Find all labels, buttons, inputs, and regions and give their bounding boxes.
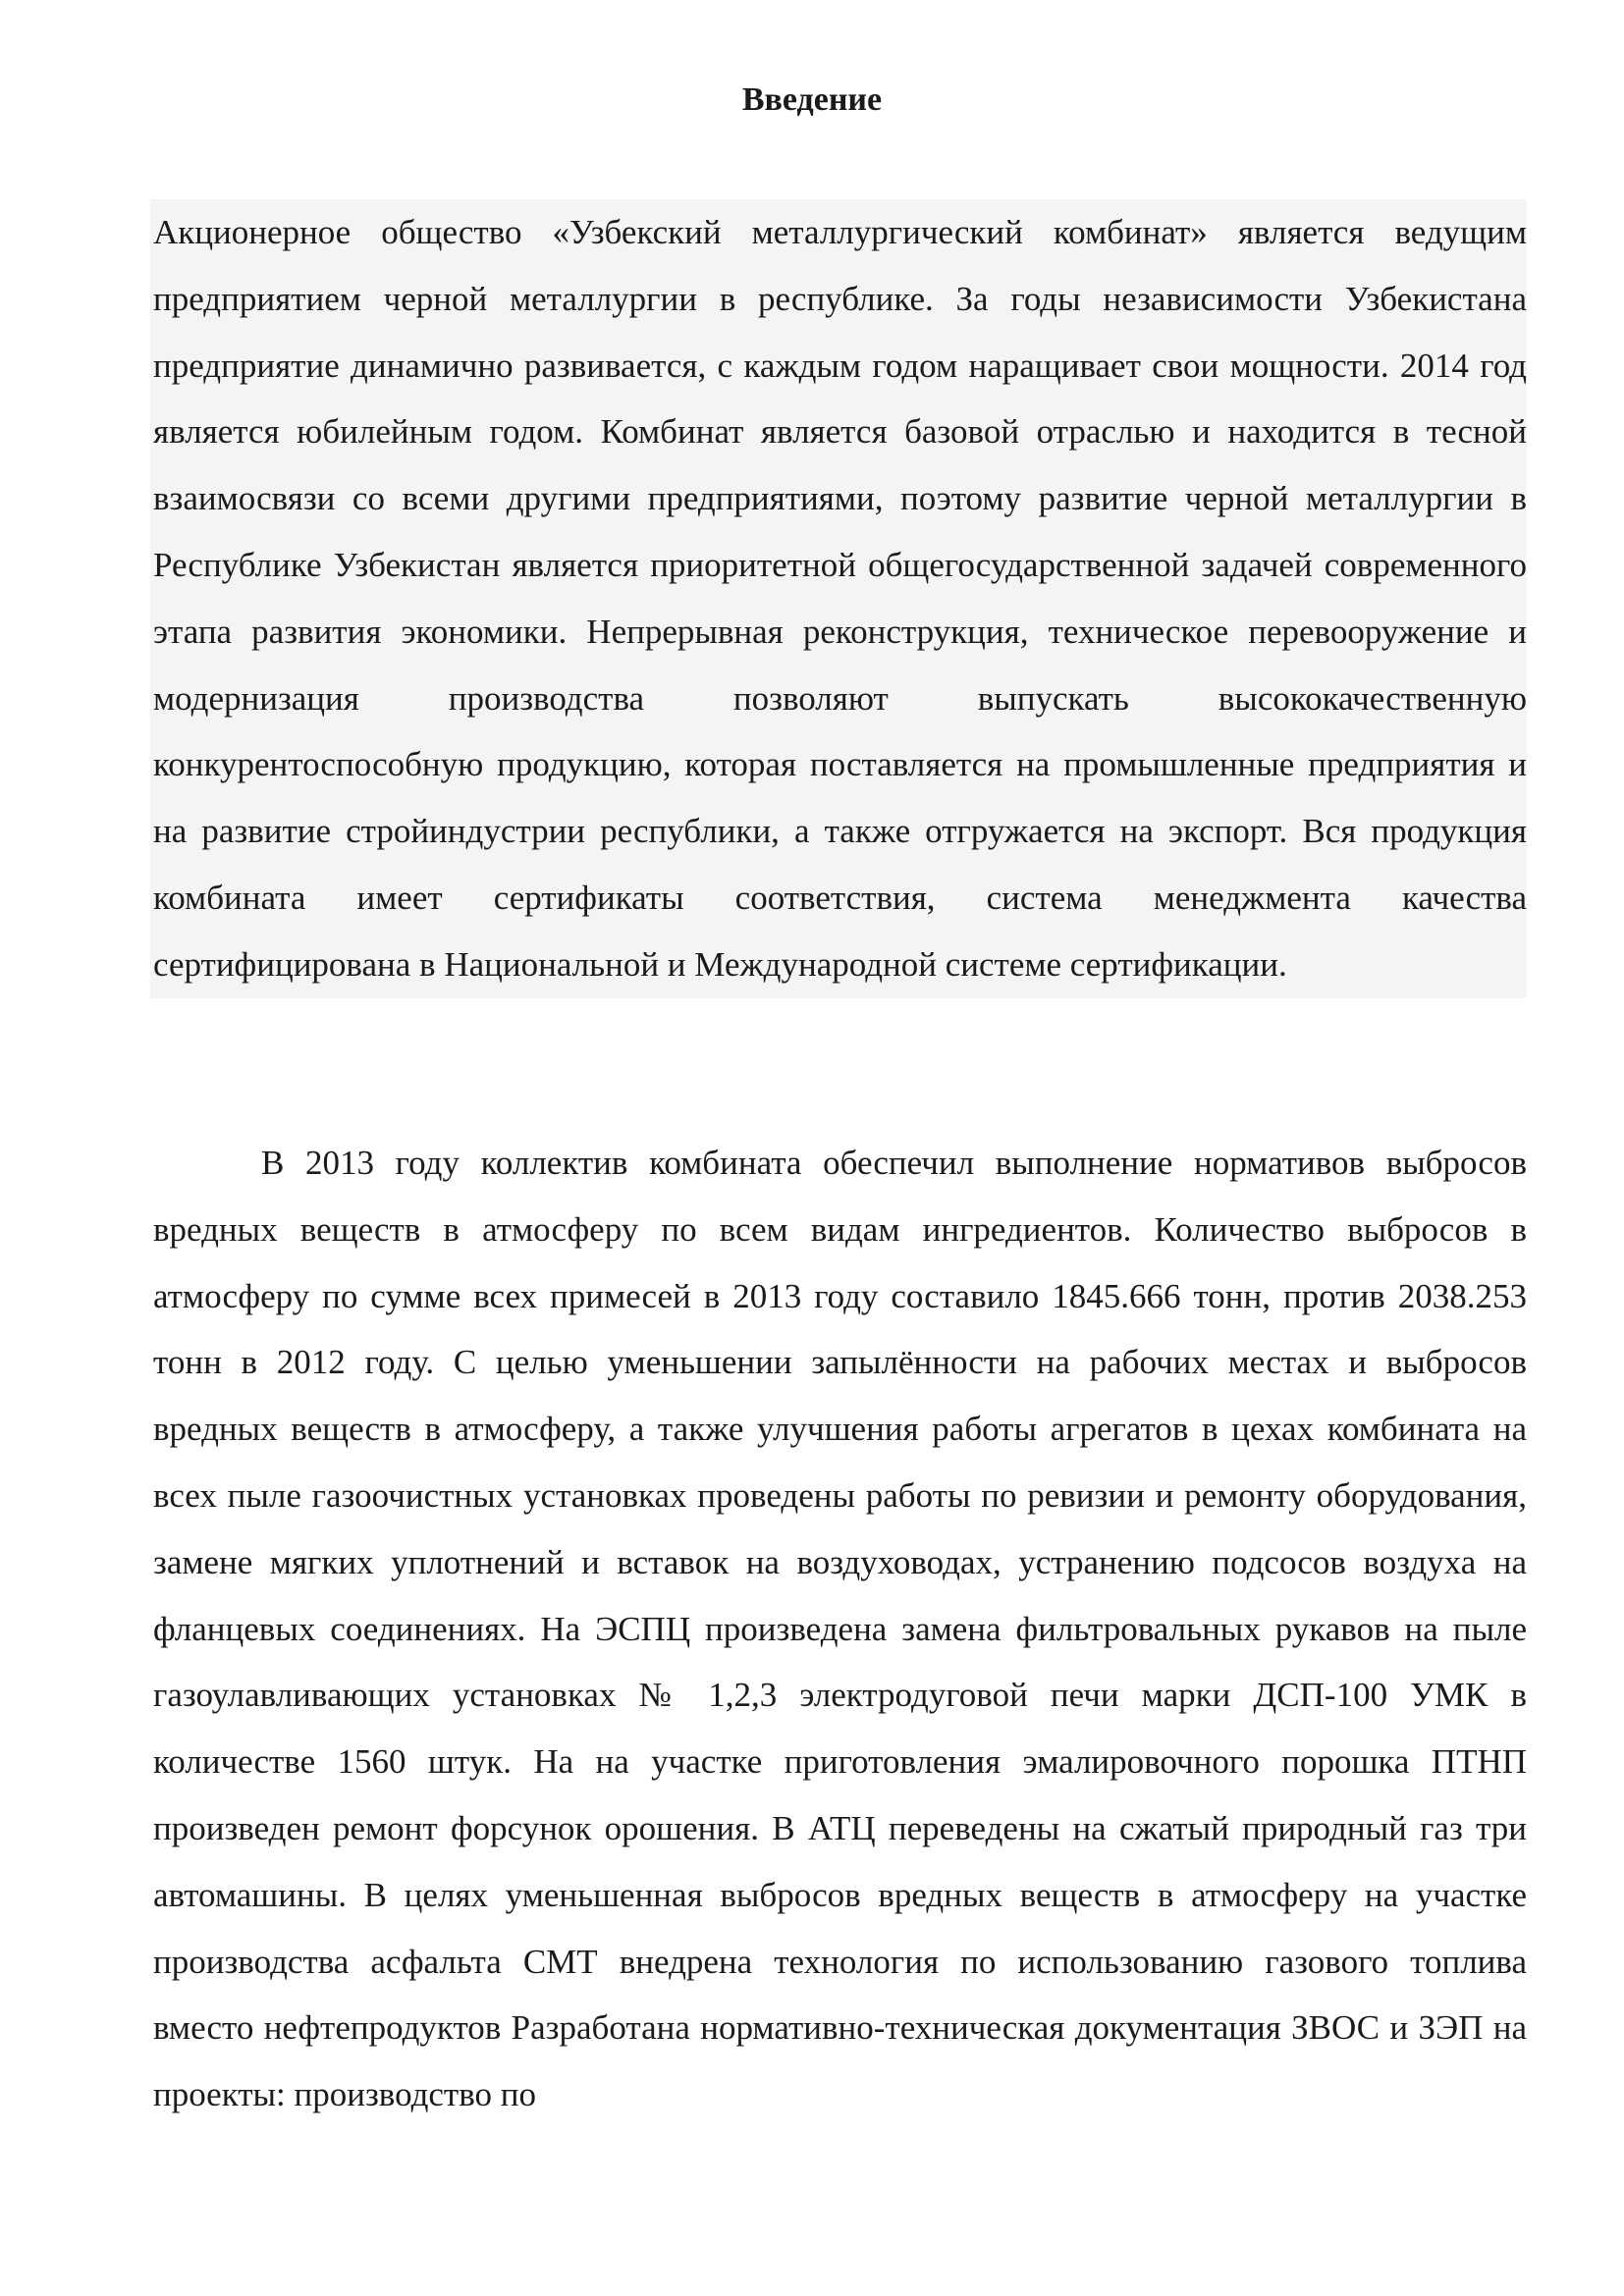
paragraph-emissions: В 2013 году коллектив комбината обеспечил выполнение нормативов выбросов вредных веществ в атмосферу по всем видам ингредиентов. Количество выбросов в атмосферу по сумме всех примесей в 2013 году составило 1845.666 тонн, против 2038.253 тонн в 2012 году. С целью уменьшении запылённости на рабочих местах и выбросов вредных веществ в атмосферу, а также улучшения работы агрегатов в цехах комбината на всех пыле газоочистных установках проведены работы по ревизии и ремонту оборудования, замене мягких уплотнений и вставок на воздуховодах, устранению подсосов воздуха на фланцевых соединениях. На ЭСПЦ произведена замена фильтровальных рукавов на пыле газоулавливающих установках № 1,2,3 электродуговой печи марки ДСП-100 УМК в количестве 1560 штук. На на участке приготовления эмалировочного порошка ПТНП произведен ремонт форсунок орошения. В АТЦ переведены на сжатый природный газ три автомашины. В целях уменьшенная выбросов вредных веществ в атмосферу на участке производства асфальта СМТ внедрена технология по использованию газового топлива вместо нефтепродуктов Разработана нормативно-техническая документация ЗВОС и ЗЭП на проекты: производство по [153, 1144, 1527, 2114]
document-title: Введение [741, 81, 883, 118]
paragraph-intro: Акционерное общество «Узбекский металлургический комбинат» является ведущим предприятием черной металлургии в республике. За годы независимости Узбекистана предприятие динамично развивается, с каждым годом наращивает свои мощности. 2014 год является юбилейным годом. Комбинат является базовой отраслью и находится в тесной взаимосвязи со всеми другими предприятиями, поэтому развитие черной металлургии в Республике Узбекистан является приоритетной общегосударственной задачей современного этапа развития экономики. Непрерывная реконструкция, техническое перевооружение и модернизация производства позволяют выпускать высококачественную конкурентоспособную продукцию, которая поставляется на промышленные предприятия и на развитие стройиндустрии республики, а также отгружается на экспорт. Вся продукция комбината имеет сертификаты соответствия, система менеджмента качества сертифицирована в Национальной и Международной системе сертификации. [150, 199, 1527, 998]
